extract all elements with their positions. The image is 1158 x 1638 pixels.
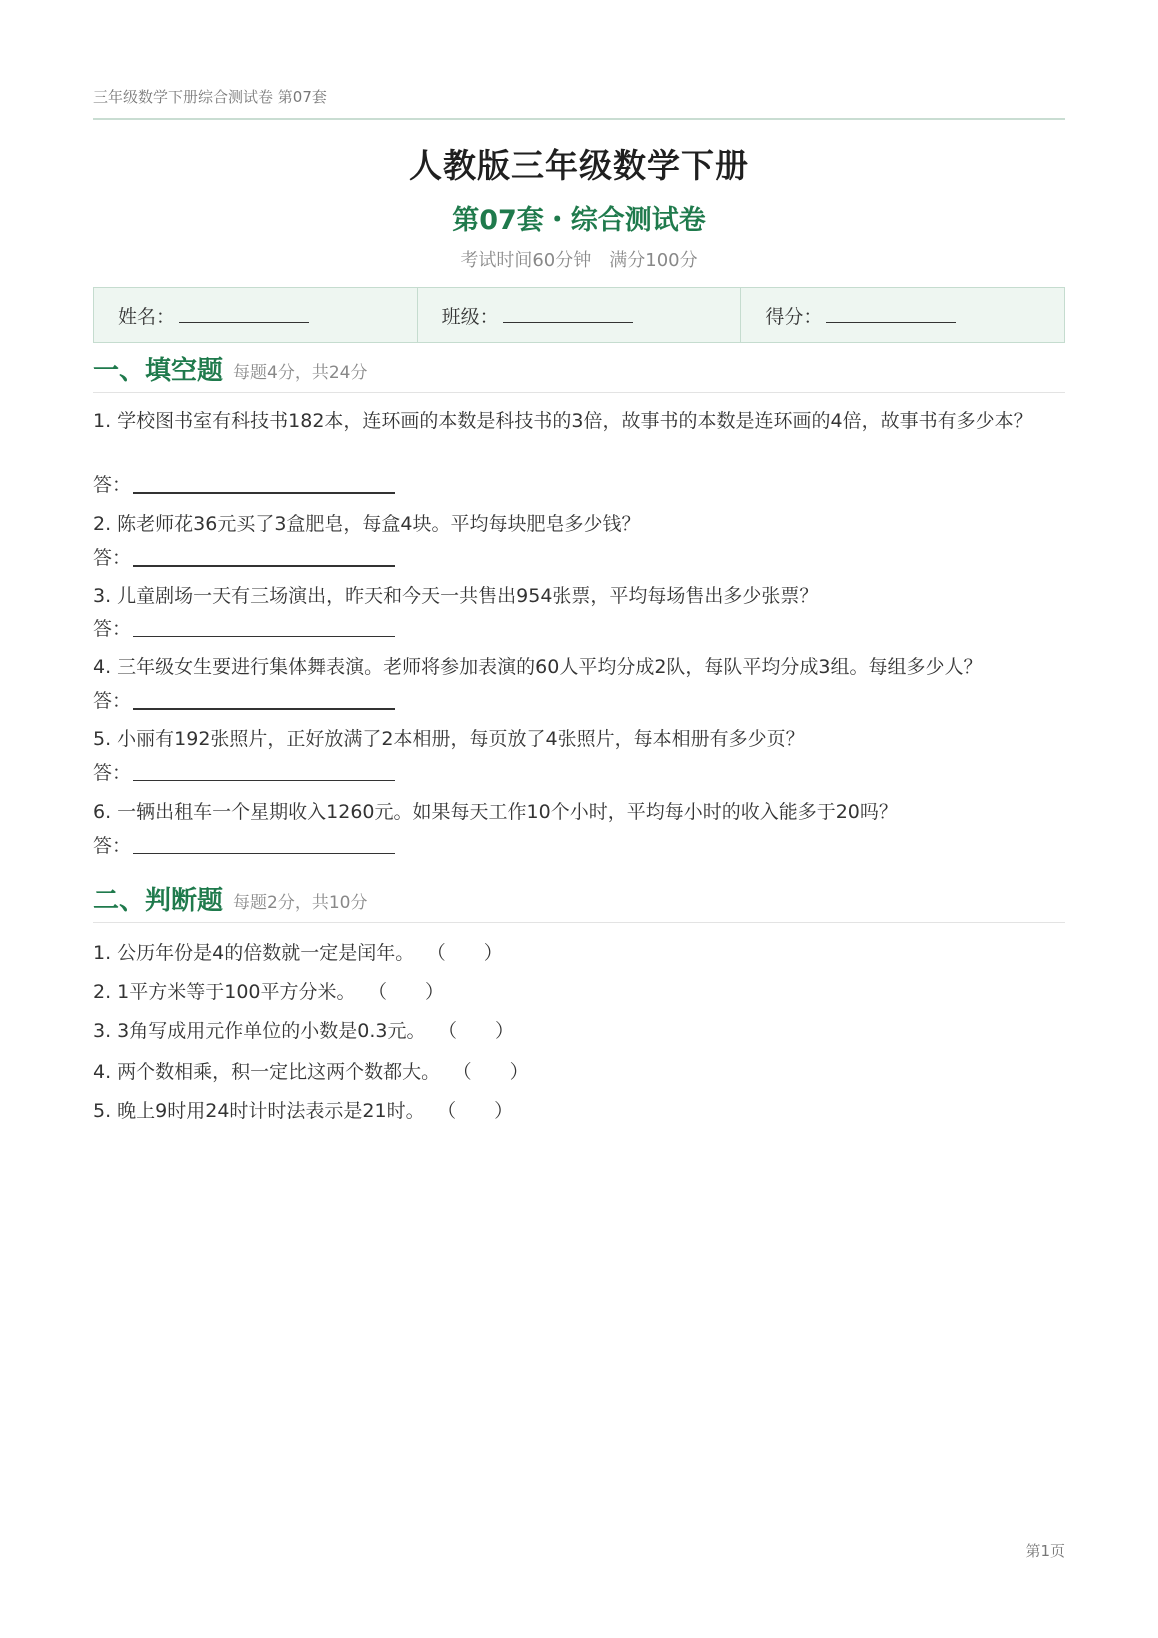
name-blank[interactable] [179, 322, 309, 323]
fill-answer-6 [93, 831, 131, 861]
answer-blank-5[interactable] [133, 780, 395, 781]
fill-question-5: 5. 小丽有192张照片，正好放满了2本相册，每页放了4张照片，每本相册有多少页？ [93, 728, 805, 750]
running-header: 三年级数学下册综合测试卷 第07套 [93, 88, 327, 106]
fill-question-2: 2. 陈老师花36元买了3盒肥皂，每盒4块。平均每块肥皂多少钱？ [93, 513, 641, 535]
judge-answer-parens[interactable]: （ ） [462, 1061, 529, 1083]
class-label: 班级： [441, 305, 499, 328]
judge-question-5 [93, 1096, 513, 1123]
answer-blank-1[interactable] [133, 492, 395, 494]
name-label: 姓名： [118, 305, 176, 328]
judge-answer-parens[interactable]: （ ） [447, 1020, 514, 1042]
page-number: 第1页 [1025, 1542, 1065, 1560]
exam-page [93, 0, 1065, 1638]
judge-answer-parens[interactable]: （ ） [377, 981, 445, 1003]
score-label: 得分： [765, 305, 823, 328]
full-score: 满分100分 [609, 250, 698, 271]
fill-answer-3 [93, 614, 131, 644]
answer-label: 答： [93, 835, 132, 857]
answer-label: 答： [93, 762, 132, 784]
page-subtitle: 第07套・综合测试卷 [452, 205, 706, 236]
header-divider [93, 118, 1065, 120]
fill-question-1: 1. 学校图书室有科技书182本，连环画的本数是科技书的3倍，故事书的本数是连环画的4倍，故事书有多少本？ [93, 410, 1033, 432]
score-cell [741, 288, 1064, 342]
judge-question-text: 2. 1平方米等于100平方分米。 [93, 981, 356, 1003]
class-blank[interactable] [503, 322, 633, 323]
judge-question-4 [93, 1057, 529, 1084]
judge-answer-parens[interactable]: （ ） [446, 1100, 514, 1122]
judge-question-text: 4. 两个数相乘，积一定比这两个数都大。 [93, 1061, 441, 1083]
fill-answer-2 [93, 543, 131, 573]
judge-answer-parens[interactable]: （ ） [436, 942, 503, 964]
judge-question-1 [93, 938, 503, 965]
fill-question-3: 3. 儿童剧场一天有三场演出，昨天和今天一共售出954张票，平均每场售出多少张票？ [93, 585, 819, 607]
answer-label: 答： [93, 474, 132, 496]
judge-question-3 [93, 1016, 514, 1043]
score-blank[interactable] [826, 322, 956, 323]
section-2-note: 每题2分，共10分 [233, 893, 368, 913]
name-cell [94, 288, 418, 342]
answer-label: 答： [93, 618, 132, 640]
page-title: 人教版三年级数学下册 [409, 146, 749, 185]
answer-blank-4[interactable] [133, 708, 395, 710]
answer-blank-2[interactable] [133, 565, 395, 567]
answer-label: 答： [93, 547, 132, 569]
fill-answer-4 [93, 686, 131, 716]
exam-info [93, 246, 1065, 272]
judge-question-text: 3. 3角写成用元作单位的小数是0.3元。 [93, 1020, 426, 1042]
class-cell [418, 288, 742, 342]
judge-question-text: 5. 晚上9时用24时计时法表示是21时。 [93, 1100, 425, 1122]
answer-blank-3[interactable] [133, 636, 395, 637]
section-2-header [93, 880, 1065, 923]
fill-question-4: 4. 三年级女生要进行集体舞表演。老师将参加表演的60人平均分成2队，每队平均分成3组。每组多少人？ [93, 656, 983, 678]
fill-answer-1 [93, 470, 131, 500]
section-1-note: 每题4分，共24分 [233, 363, 368, 383]
judge-question-2 [93, 977, 444, 1004]
answer-label: 答： [93, 690, 132, 712]
judge-question-text: 1. 公历年份是4的倍数就一定是闰年。 [93, 942, 415, 964]
fill-answer-5 [93, 758, 131, 788]
fill-question-6: 6. 一辆出租车一个星期收入1260元。如果每天工作10个小时，平均每小时的收入能多于20吗？ [93, 801, 898, 823]
exam-time: 考试时间60分钟 [460, 250, 592, 271]
answer-blank-6[interactable] [133, 853, 395, 854]
student-info-box [93, 287, 1065, 343]
section-2-title: 二、判断题 [93, 886, 224, 916]
section-1-header [93, 350, 1065, 393]
section-1-title: 一、填空题 [93, 356, 224, 386]
